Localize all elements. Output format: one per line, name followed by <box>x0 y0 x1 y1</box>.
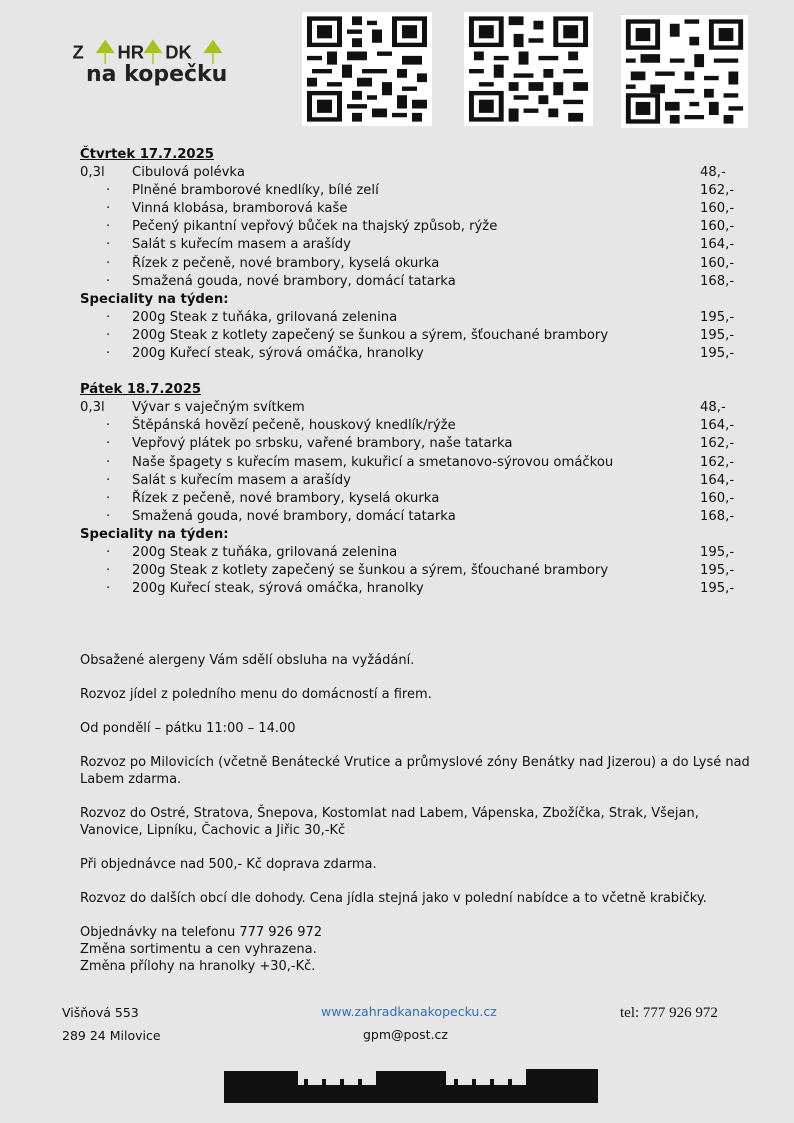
bullet: · <box>106 237 111 253</box>
dish-price: 195,- <box>700 563 735 579</box>
special-item <box>80 580 740 598</box>
menu-item <box>80 454 740 472</box>
fries-note: Změna přílohy na hranolky +30,-Kč. <box>80 959 316 974</box>
menu-item <box>80 435 740 453</box>
soup-quantity: 0,3l <box>80 165 105 181</box>
bullet: · <box>106 273 111 289</box>
special-item <box>80 327 740 345</box>
day-heading: Pátek 18.7.2025 <box>80 382 202 398</box>
bullet: · <box>106 581 111 597</box>
email-link[interactable]: gpm@post.cz <box>363 1027 448 1042</box>
dish-name: Naše špagety s kuřecím masem, kukuřicí a smetanovo-sýrovou omáčkou <box>132 454 614 470</box>
dish-price: 160,- <box>700 201 735 217</box>
dish-name: Řízek z pečeně, nové brambory, kyselá okurka <box>132 255 440 271</box>
dish-price: 160,- <box>700 219 735 235</box>
dish-name: 200g Kuřecí steak, sýrová omáčka, hranolky <box>132 581 424 597</box>
footer-street: Višňová 553 <box>62 1005 139 1020</box>
special-item <box>80 562 740 580</box>
svg-text:DK: DK <box>165 41 192 63</box>
svg-text:Z: Z <box>72 41 84 63</box>
dish-name: Salát s kuřecím masem a arašídy <box>132 472 351 488</box>
phone-orders-note: Objednávky na telefonu 777 926 972 <box>80 925 323 940</box>
svg-text:HR: HR <box>117 41 145 63</box>
dish-price: 195,- <box>700 327 735 343</box>
menu-item <box>80 236 740 254</box>
menu-item <box>80 218 740 236</box>
special-item <box>80 345 740 363</box>
dish-price: 160,- <box>700 490 735 506</box>
soup-name: Cibulová polévka <box>132 165 245 181</box>
specials-heading: Speciality na týden: <box>80 291 229 307</box>
menu-item <box>80 273 740 291</box>
special-item <box>80 309 740 327</box>
soup-price: 48,- <box>700 400 726 416</box>
dish-name: Vepřový plátek po srbsku, vařené brambory, naše tatarka <box>132 436 513 452</box>
allergens-note: Obsažené alergeny Vám sdělí obsluha na vyžádání. <box>80 653 415 668</box>
bullet: · <box>106 544 111 560</box>
soup-name: Vývar s vaječným svítkem <box>132 400 305 416</box>
bullet: · <box>106 183 111 199</box>
dish-price: 162,- <box>700 436 735 452</box>
dish-price: 168,- <box>700 508 735 524</box>
menu-item <box>80 490 740 508</box>
dish-name: Pečený pikantní vepřový bůček na thajský způsob, rýže <box>132 219 498 235</box>
delivery-note: Rozvoz jídel z poledního menu do domácností a firem. <box>80 687 432 702</box>
menu-item <box>80 255 740 273</box>
bullet: · <box>106 454 111 470</box>
bullet: · <box>106 490 111 506</box>
dish-price: 195,- <box>700 309 735 325</box>
special-item <box>80 544 740 562</box>
menu-item <box>80 182 740 200</box>
dish-name: Smažená gouda, nové brambory, domácí tatarka <box>132 273 456 289</box>
free-zone-note: Rozvoz po Milovicích (včetně Benátecké Vrutice a průmyslové zóny Benátky nad Jizerou) a do Lysé nad Labem zdarma. <box>80 755 750 787</box>
bullet: · <box>106 508 111 524</box>
dish-name: 200g Steak z kotlety zapečený se šunkou a sýrem, šťouchané brambory <box>132 327 609 343</box>
bullet: · <box>106 309 111 325</box>
bullet: · <box>106 563 111 579</box>
assortment-note: Změna sortimentu a cen vyhrazena. <box>80 942 317 957</box>
dish-price: 164,- <box>700 237 735 253</box>
dish-name: Plněné bramborové knedlíky, bílé zelí <box>132 183 379 199</box>
day-gap <box>80 363 740 381</box>
other-note: Rozvoz do dalších obcí dle dohody. Cena jídla stejná jako v polední nabídce a to včetně krabičky. <box>80 891 707 906</box>
bullet: · <box>106 219 111 235</box>
dish-name: Smažená gouda, nové brambory, domácí tatarka <box>132 508 456 524</box>
soup-quantity: 0,3l <box>80 400 105 416</box>
menu-item <box>80 472 740 490</box>
soup-row <box>80 399 740 417</box>
specials-heading: Speciality na týden: <box>80 526 229 542</box>
dish-price: 162,- <box>700 454 735 470</box>
dish-name: Řízek z pečeně, nové brambory, kyselá okurka <box>132 490 440 506</box>
dish-price: 160,- <box>700 255 735 271</box>
dish-price: 162,- <box>700 183 735 199</box>
daily-menu <box>80 146 740 598</box>
bullet: · <box>106 255 111 271</box>
footer-phone: tel: 777 926 972 <box>620 1005 718 1021</box>
bullet: · <box>106 436 111 452</box>
dish-name: 200g Kuřecí steak, sýrová omáčka, hranolky <box>132 346 424 362</box>
dish-name: Salát s kuřecím masem a arašídy <box>132 237 351 253</box>
menu-item <box>80 200 740 218</box>
restaurant-logo <box>30 22 280 102</box>
dish-price: 195,- <box>700 581 735 597</box>
qr-code-3[interactable] <box>621 15 748 128</box>
dish-name: Vinná klobása, bramborová kaše <box>132 201 348 217</box>
bullet: · <box>106 346 111 362</box>
umbrella-logo-graphic <box>30 34 280 64</box>
dish-name: 200g Steak z tuňáka, grilovaná zelenina <box>132 544 398 560</box>
day-heading: Čtvrtek 17.7.2025 <box>80 147 214 162</box>
bullet: · <box>106 327 111 343</box>
bullet: · <box>106 418 111 434</box>
free-over-note: Při objednávce nad 500,- Kč doprava zdarma. <box>80 857 377 872</box>
qr-code-2[interactable] <box>464 12 593 126</box>
menu-item <box>80 508 740 526</box>
dish-price: 164,- <box>700 418 735 434</box>
dish-name: 200g Steak z kotlety zapečený se šunkou a sýrem, šťouchané brambory <box>132 563 609 579</box>
paid-zone-note: Rozvoz do Ostré, Stratova, Šnepova, Kostomlat nad Labem, Vápenska, Zbožíčka, Strak, Všejan, Vanovice, Lipníku, Čachovic a Jiřic 30,-Kč <box>80 806 699 838</box>
dish-price: 164,- <box>700 472 735 488</box>
hours-note: Od pondělí – pátku 11:00 – 14.00 <box>80 721 296 736</box>
bullet: · <box>106 201 111 217</box>
menu-item <box>80 417 740 435</box>
info-notes <box>80 652 760 975</box>
decorative-footer-bar <box>224 1069 598 1105</box>
dish-name: 200g Steak z tuňáka, grilovaná zelenina <box>132 309 398 325</box>
footer-city: 289 24 Milovice <box>62 1028 161 1043</box>
dish-price: 195,- <box>700 346 735 362</box>
dish-name: Štěpánská hovězí pečeně, houskový knedlík/rýže <box>132 418 456 434</box>
bullet: · <box>106 472 111 488</box>
dish-price: 168,- <box>700 273 735 289</box>
dish-price: 195,- <box>700 544 735 560</box>
logo-subtitle: na kopečku <box>86 62 228 87</box>
soup-row <box>80 164 740 182</box>
soup-price: 48,- <box>700 165 726 181</box>
qr-code-1[interactable] <box>302 12 432 126</box>
website-link[interactable]: www.zahradkanakopecku.cz <box>321 1004 497 1019</box>
